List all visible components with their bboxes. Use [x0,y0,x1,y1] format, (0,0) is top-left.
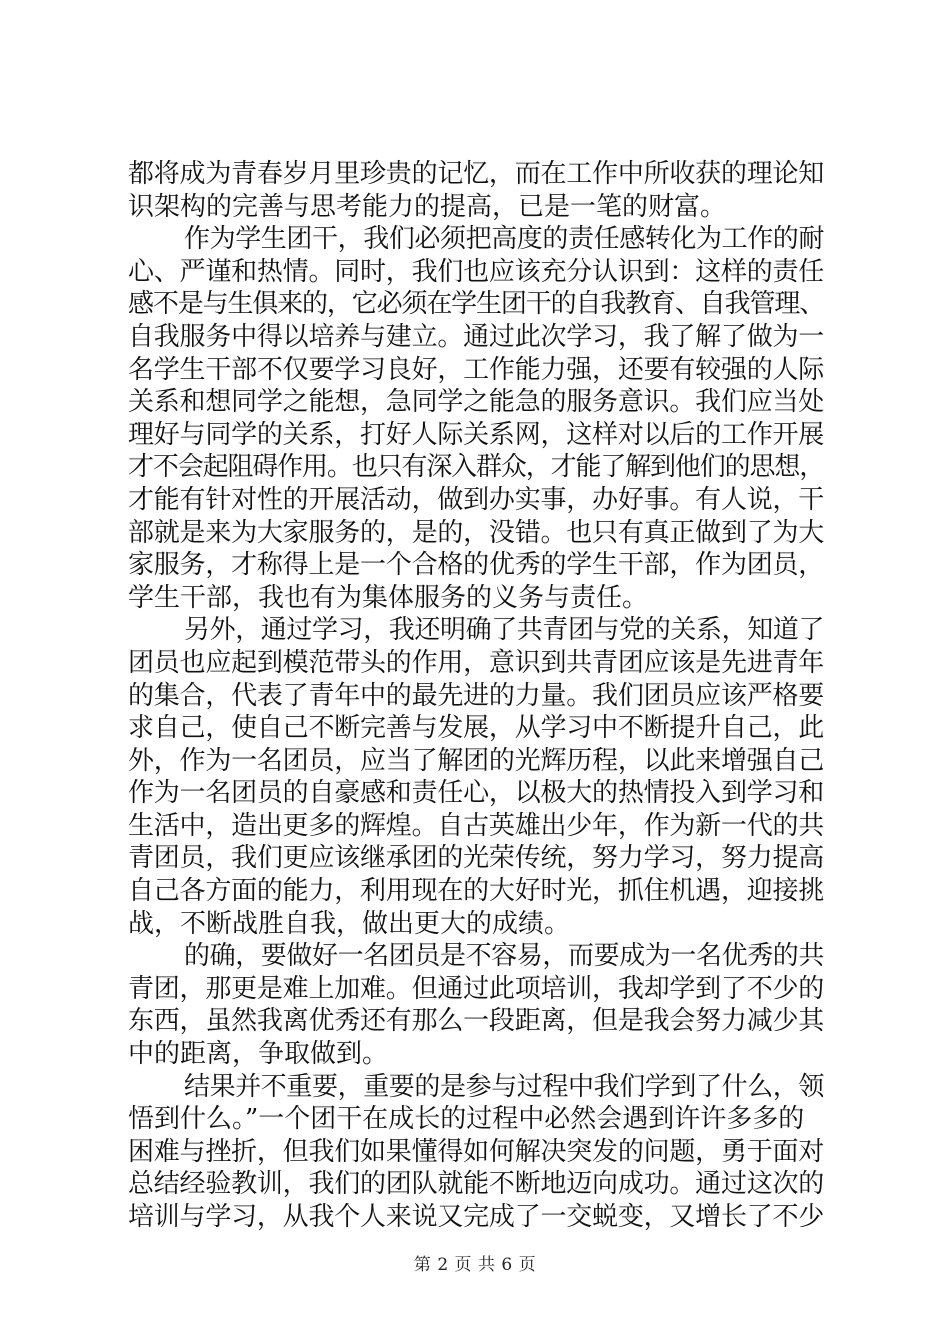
text-line: 自我服务中得以培养与建立。通过此次学习，我了解了做为一 [128,321,825,352]
text-line: 青团，那更是难上加难。但通过此项培训，我却学到了不少的 [128,973,825,1004]
text-line: 外，作为一名团员，应当了解团的光辉历程，以此来增强自己 [128,745,825,776]
text-line: 的集合，代表了青年中的最先进的力量。我们团员应该严格要 [128,680,825,711]
text-line: 才不会起阻碍作用。也只有深入群众，才能了解到他们的思想， [128,452,825,483]
text-line: 名学生干部不仅要学习良好，工作能力强，还要有较强的人际 [128,354,825,385]
text-line: 困难与挫折，但我们如果懂得如何解决突发的问题，勇于面对 [128,1136,825,1167]
text-line: 心、严谨和热情。同时，我们也应该充分认识到：这样的责任 [128,256,825,287]
page-footer: 第 2 页 共 6 页 [413,1255,537,1275]
text-line: 青团员，我们更应该继承团的光荣传统，努力学习，努力提高 [128,843,825,874]
text-line: 家服务，才称得上是一个合格的优秀的学生干部，作为团员， [128,550,825,581]
text-line: 作为学生团干，我们必须把高度的责任感转化为工作的耐 [184,224,825,255]
text-line: 生活中，造出更多的辉煌。自古英雄出少年，作为新一代的共 [128,810,825,841]
text-line: 部就是来为大家服务的，是的，没错。也只有真正做到了为大 [128,517,825,548]
text-line: 培训与学习，从我个人来说又完成了一交蜕变，又增长了不少 [128,1202,825,1232]
text-line: 东西，虽然我离优秀还有那么一段距离，但是我会努力减少其 [128,1006,825,1037]
text-line: 求自己，使自己不断完善与发展，从学习中不断提升自己，此 [128,713,825,744]
text-line: 学生干部，我也有为集体服务的义务与责任。 [128,582,649,613]
text-line: 总结经验教训，我们的团队就能不断地迈向成功。通过这次的 [128,1169,825,1200]
text-line: 悟到什么。”一个团干在成长的过程中必然会遇到许许多多的 [128,1104,805,1135]
text-line: 关系和想同学之能想，急同学之能急的服务意识。我们应当处 [128,387,825,418]
text-line: 结果并不重要，重要的是参与过程中我们学到了什么，领 [184,1071,825,1102]
body-text [128,158,824,1234]
text-line: 自己各方面的能力，利用现在的大好时光，抓住机遇，迎接挑 [128,876,825,907]
text-line: 都将成为青春岁月里珍贵的记忆，而在工作中所收获的理论知 [128,159,825,189]
text-line: 作为一名团员的自豪感和责任心，以极大的热情投入到学习和 [128,778,825,809]
text-line: 另外，通过学习，我还明确了共青团与党的关系，知道了 [184,615,825,646]
text-line: 团员也应起到模范带头的作用，意识到共青团应该是先进青年 [128,647,825,678]
text-line: 才能有针对性的开展活动，做到办实事，办好事。有人说，干 [128,484,825,515]
text-line: 的确，要做好一名团员是不容易，而要成为一名优秀的共 [184,941,825,972]
text-line: 理好与同学的关系，打好人际关系网，这样对以后的工作开展 [128,419,825,450]
text-line: 战，不断战胜自我，做出更大的成绩。 [128,908,571,939]
text-line: 感不是与生俱来的，它必须在学生团干的自我教育、自我管理、 [128,289,825,320]
text-line: 识架构的完善与思考能力的提高，已是一笔的财富。 [128,191,727,222]
text-line: 中的距离，争取做到。 [128,1039,389,1070]
